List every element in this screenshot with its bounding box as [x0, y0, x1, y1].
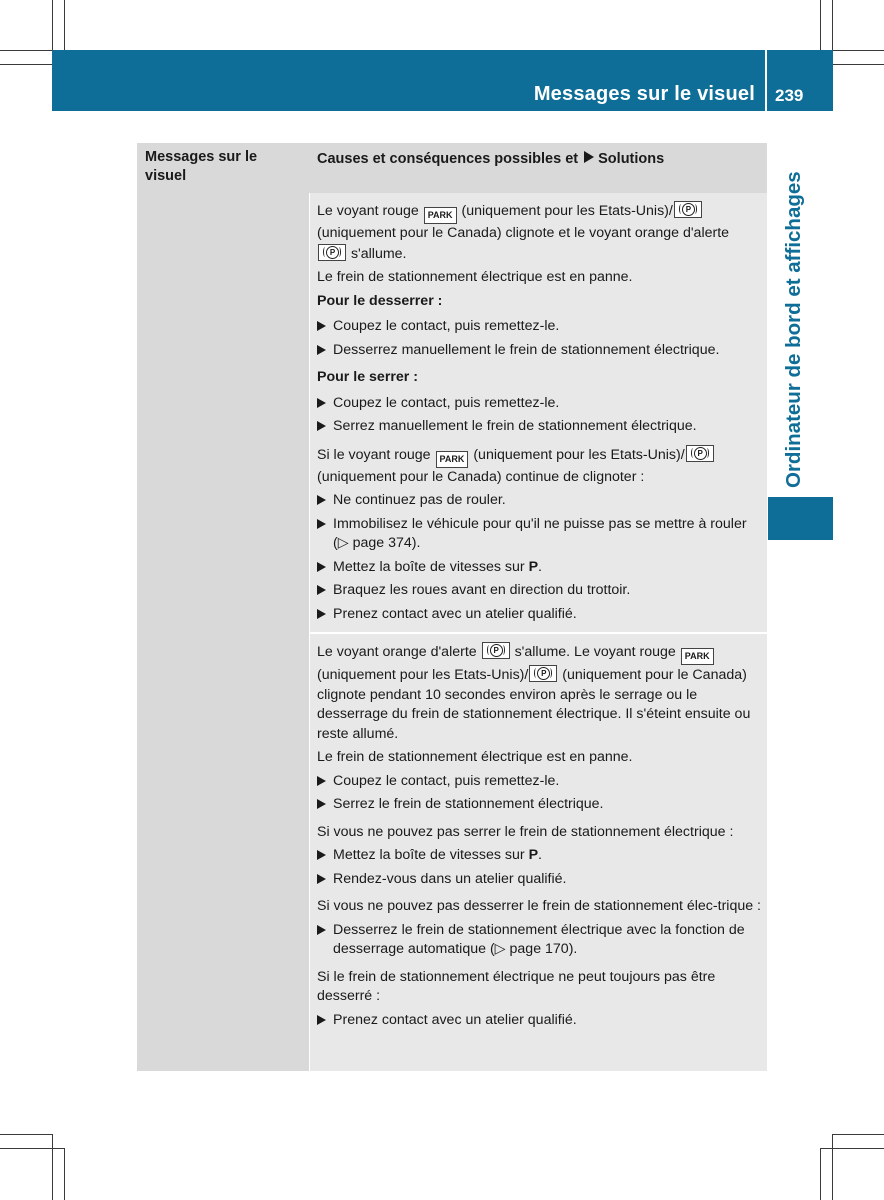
row2-intro: [317, 642, 761, 744]
text-span: Si le voyant rouge: [317, 446, 431, 463]
parking-brake-icon: [482, 642, 510, 659]
text-span: s'allume.: [350, 245, 407, 262]
parking-brake-letter: P: [694, 447, 707, 460]
crop-mark: [820, 1148, 821, 1200]
bullet-arrow-icon: [317, 421, 326, 431]
list-item-text: Immobilisez le véhicule pour qu'il ne puisse pas se mettre à rouler (▷ page 374).: [333, 515, 747, 551]
cannot-apply-text: Si vous ne pouvez pas serrer le frein de stationnement électrique :: [317, 823, 734, 840]
bullet-arrow-icon: [317, 519, 326, 529]
crop-mark: [0, 50, 52, 51]
bullet-arrow-icon: [317, 562, 326, 572]
release-heading: Pour le desserrer :: [317, 292, 443, 309]
bullet-arrow-icon: [317, 609, 326, 619]
list-item-text: Prenez contact avec un atelier qualifié.: [333, 1011, 577, 1028]
list-item: [317, 772, 761, 792]
still-stuck-text: Si le frein de stationnement électrique ne peut toujours pas être desserré :: [317, 968, 716, 1004]
parking-brake-letter: P: [326, 246, 339, 259]
list-item-text: Serrez le frein de stationnement électrique.: [333, 796, 604, 812]
park-warning-icon: PARK: [424, 207, 457, 224]
bullet-arrow-icon: [317, 321, 326, 331]
list-item-text: Mettez la boîte de vitesses sur: [333, 558, 525, 575]
header-bar: [52, 50, 765, 111]
table-row: [317, 642, 761, 1034]
crop-mark: [832, 1134, 833, 1200]
list-item: Mettez la boîte de vitesses sur P.: [317, 558, 761, 578]
gear-p-label: P: [528, 558, 539, 575]
blink-condition: [317, 445, 761, 488]
parking-brake-letter: P: [682, 203, 695, 216]
cannot-release-text: Si vous ne pouvez pas desserrer le frein de stationnement élec-trique :: [317, 898, 761, 914]
parking-brake-letter: P: [537, 667, 550, 680]
list-item-text: Prenez contact avec un atelier qualifié.: [333, 605, 577, 622]
column-header-causes-text: Causes et conséquences possibles et: [317, 151, 579, 167]
column-header-causes: [317, 150, 757, 169]
list-item: [317, 581, 761, 601]
list-item: [317, 921, 761, 960]
text-span: s'allume. Le voyant rouge: [514, 644, 676, 660]
crop-mark: [0, 1148, 64, 1149]
crop-mark: [833, 50, 884, 51]
page-title: Messages sur le visuel: [533, 83, 755, 105]
list-item-text: Serrez manuellement le frein de stationnement électrique.: [333, 418, 697, 434]
text-span: (uniquement pour les Etats-Unis)/: [317, 667, 529, 683]
text-span: (uniquement pour le Canada) continue de clignoter :: [317, 468, 645, 485]
crop-mark: [0, 1134, 52, 1135]
page-number-box: [767, 50, 833, 111]
fault-text: Le frein de stationnement électrique est en panne.: [317, 269, 633, 285]
list-item: [317, 605, 761, 625]
list-item: [317, 341, 761, 361]
list-item: [317, 795, 761, 815]
parking-brake-icon: [318, 244, 346, 261]
park-warning-icon: PARK: [681, 648, 714, 665]
park-warning-icon: PARK: [436, 451, 469, 468]
column-header-messages: Messages sur le visuel: [145, 149, 258, 184]
bullet-arrow-icon: [317, 345, 326, 355]
crop-mark: [64, 1148, 65, 1200]
crop-mark: [0, 64, 52, 65]
bullet-arrow-icon: [317, 799, 326, 809]
text-span: (uniquement pour les Etats-Unis)/: [473, 446, 685, 463]
list-item: [317, 870, 761, 890]
list-item-text: Desserrez le frein de stationnement électrique avec la fonction de desserrage automatique (▷ page 170).: [333, 921, 745, 957]
apply-heading: Pour le serrer :: [317, 369, 418, 385]
bullet-arrow-icon: [317, 776, 326, 786]
crop-mark: [52, 1134, 53, 1200]
bullet-arrow-icon: [317, 925, 326, 935]
row-divider: [309, 632, 767, 634]
fault-text: Le frein de stationnement électrique est en panne.: [317, 749, 633, 765]
section-tab-marker: [768, 497, 833, 540]
bullet-arrow-icon: [317, 585, 326, 595]
crop-mark: [833, 64, 884, 65]
parking-brake-icon: [674, 201, 702, 218]
row1-intro: [317, 201, 761, 264]
bullet-arrow-icon: [317, 874, 326, 884]
list-item: Mettez la boîte de vitesses sur P.: [317, 846, 761, 866]
page-number: 239: [775, 86, 804, 105]
crop-mark: [832, 0, 833, 50]
solution-arrow-icon: [584, 151, 594, 163]
bullet-arrow-icon: [317, 850, 326, 860]
list-item: [317, 417, 761, 437]
list-item: [317, 394, 761, 414]
list-item-text: Rendez-vous dans un atelier qualifié.: [333, 870, 567, 887]
section-side-label: Ordinateur de bord et affichages: [782, 171, 805, 488]
list-item: [317, 1011, 761, 1031]
list-item: [317, 515, 761, 554]
list-item-text: Coupez le contact, puis remettez-le.: [333, 394, 560, 411]
text-span: Le voyant rouge: [317, 203, 419, 219]
crop-mark: [820, 1148, 884, 1149]
parking-brake-icon: [686, 445, 714, 462]
text-span: (uniquement pour les Etats-Unis)/: [461, 203, 673, 219]
gear-p-label: P: [528, 847, 539, 863]
bullet-arrow-icon: [317, 495, 326, 505]
crop-mark: [833, 1134, 884, 1135]
crop-mark: [52, 0, 53, 50]
column-header-solutions-text: Solutions: [598, 151, 665, 167]
bullet-arrow-icon: [317, 398, 326, 408]
list-item: [317, 317, 761, 337]
text-span: (uniquement pour le Canada) clignote pendant 10 secondes environ après le serrage ou le desserrage du frein de stationnement électrique. Il s'éteint ensuite ou reste allumé.: [317, 667, 751, 742]
table-column-messages: [137, 143, 309, 1071]
text-span: (uniquement pour le Canada) clignote et le voyant orange d'alerte: [317, 225, 730, 241]
parking-brake-icon: [529, 665, 557, 682]
text-span: Le voyant orange d'alerte: [317, 644, 477, 660]
crop-mark: [820, 0, 821, 50]
list-item: [317, 491, 761, 511]
crop-mark: [64, 0, 65, 50]
table-row: [317, 201, 761, 628]
list-item-text: Braquez les roues avant en direction du trottoir.: [333, 582, 631, 598]
list-item-text: Desserrez manuellement le frein de stationnement électrique.: [333, 341, 720, 358]
list-item-text: Ne continuez pas de rouler.: [333, 492, 506, 508]
list-item-text: Mettez la boîte de vitesses sur: [333, 847, 525, 863]
bullet-arrow-icon: [317, 1015, 326, 1025]
list-item-text: Coupez le contact, puis remettez-le.: [333, 772, 560, 789]
parking-brake-letter: P: [490, 644, 503, 657]
list-item-text: Coupez le contact, puis remettez-le.: [333, 318, 560, 334]
